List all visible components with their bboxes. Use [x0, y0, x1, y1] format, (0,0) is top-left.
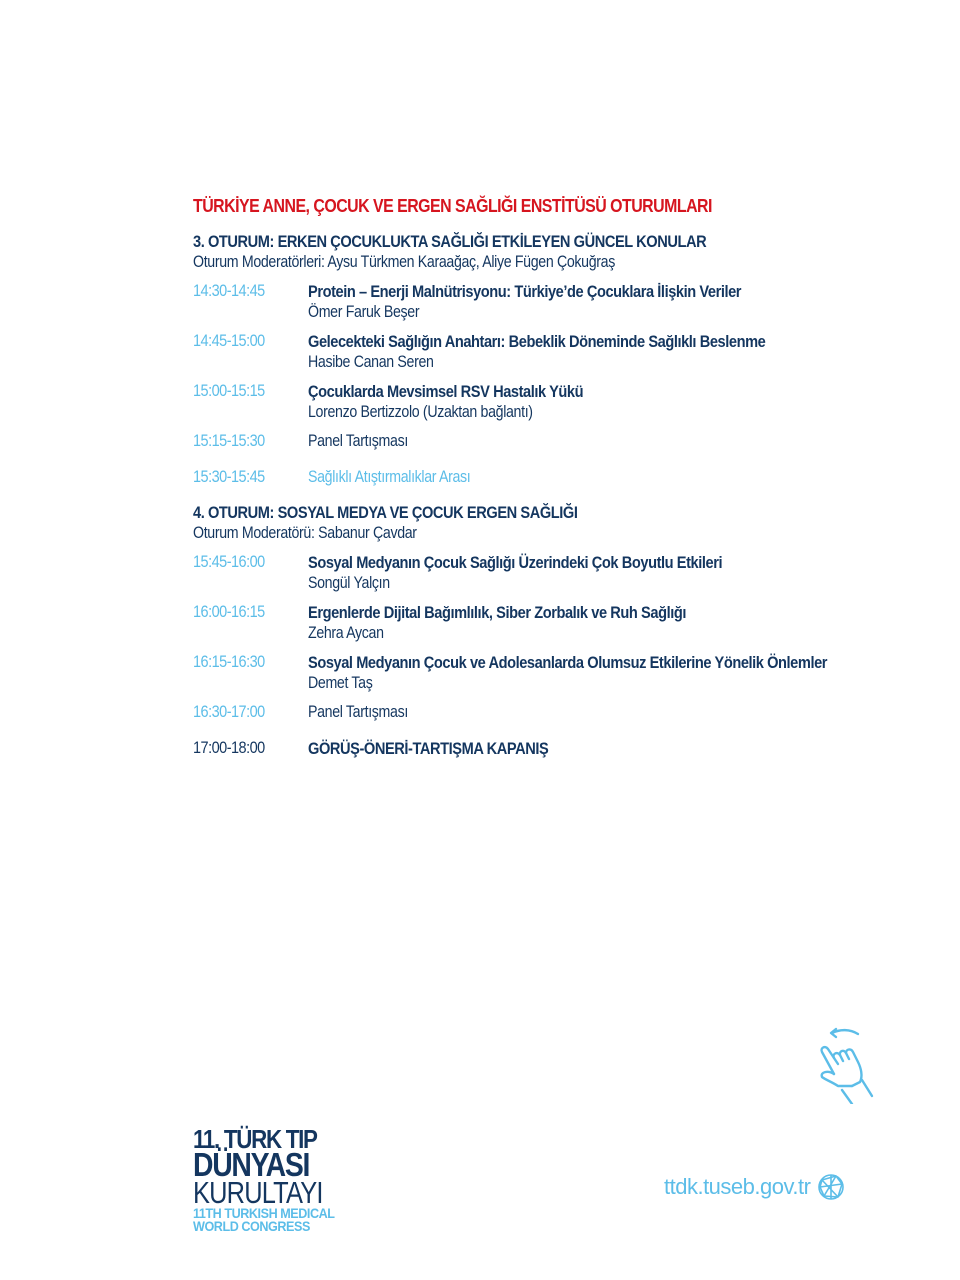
agenda-item-panel	[193, 431, 893, 453]
agenda-time: 15:00-15:15	[193, 382, 265, 400]
agenda-speaker: Demet Taş	[308, 674, 373, 692]
agenda-item	[193, 281, 893, 323]
session-title: 4. OTURUM: SOSYAL MEDYA VE ÇOCUK ERGEN SAĞLIĞI	[193, 503, 578, 522]
swipe-hand-icon[interactable]	[812, 1024, 882, 1104]
logo-line: WORLD CONGRESS	[193, 1218, 310, 1234]
agenda-time: 14:30-14:45	[193, 282, 265, 300]
congress-logo	[193, 1124, 363, 1234]
agenda-time: 15:45-16:00	[193, 553, 265, 571]
agenda-topic: Ergenlerde Dijital Bağımlılık, Siber Zorbalık ve Ruh Sağlığı	[308, 603, 686, 622]
agenda-topic: Gelecekteki Sağlığın Anahtarı: Bebeklik Döneminde Sağlıklı Beslenme	[308, 332, 766, 351]
logo-line: 11. TÜRK TIP	[193, 1124, 317, 1154]
agenda-item	[193, 552, 893, 594]
session-moderators: Oturum Moderatörleri: Aysu Türkmen Karaağaç, Aliye Fügen Çokuğraş	[193, 253, 615, 271]
closing-item	[193, 738, 893, 760]
break-label: Sağlıklı Atıştırmalıklar Arası	[308, 468, 471, 486]
break-time: 15:30-15:45	[193, 468, 265, 486]
break-item	[193, 467, 893, 489]
agenda-label: Panel Tartışması	[308, 703, 408, 721]
globe-network-icon	[816, 1172, 846, 1202]
agenda-item-panel	[193, 702, 893, 724]
session-3	[193, 232, 893, 453]
closing-label: GÖRÜŞ-ÖNERİ-TARTIŞMA KAPANIŞ	[308, 739, 549, 758]
agenda-time: 16:00-16:15	[193, 603, 265, 621]
logo-line: KURULTAYI	[193, 1175, 323, 1210]
agenda-speaker: Hasibe Canan Seren	[308, 353, 434, 371]
session-4	[193, 503, 893, 724]
logo-line: 11TH TURKISH MEDICAL	[193, 1205, 335, 1221]
agenda-topic: Çocuklarda Mevsimsel RSV Hastalık Yükü	[308, 382, 584, 401]
agenda-time: 16:30-17:00	[193, 703, 265, 721]
agenda-speaker: Zehra Aycan	[308, 624, 384, 642]
website-url[interactable]: ttdk.tuseb.gov.tr	[664, 1174, 811, 1199]
session-moderators: Oturum Moderatörü: Sabanur Çavdar	[193, 524, 417, 542]
agenda-time: 14:45-15:00	[193, 332, 265, 350]
agenda-topic: Sosyal Medyanın Çocuk ve Adolesanlarda Olumsuz Etkilerine Yönelik Önlemler	[308, 653, 828, 672]
agenda-item	[193, 381, 893, 423]
agenda-item	[193, 602, 893, 644]
agenda-item	[193, 331, 893, 373]
agenda-topic: Sosyal Medyanın Çocuk Sağlığı Üzerindeki Çok Boyutlu Etkileri	[308, 553, 723, 572]
agenda-topic: Protein – Enerji Malnütrisyonu: Türkiye’de Çocuklara İlişkin Veriler	[308, 282, 742, 301]
agenda-speaker: Ömer Faruk Beşer	[308, 303, 420, 321]
agenda-label: Panel Tartışması	[308, 432, 408, 450]
agenda-time: 16:15-16:30	[193, 653, 265, 671]
session-title: 3. OTURUM: ERKEN ÇOCUKLUKTA SAĞLIĞI ETKİLEYEN GÜNCEL KONULAR	[193, 232, 707, 251]
agenda-speaker: Songül Yalçın	[308, 574, 390, 592]
main-title: TÜRKİYE ANNE, ÇOCUK VE ERGEN SAĞLIĞI ENSTİTÜSÜ OTURUMLARI	[193, 195, 712, 216]
closing-time: 17:00-18:00	[193, 739, 265, 757]
website-link[interactable]	[664, 1172, 846, 1202]
agenda-time: 15:15-15:30	[193, 432, 265, 450]
logo-line: DÜNYASI	[193, 1146, 310, 1183]
agenda-item	[193, 652, 893, 694]
agenda-speaker: Lorenzo Bertizzolo (Uzaktan bağlantı)	[308, 403, 533, 421]
program-content	[193, 194, 893, 760]
